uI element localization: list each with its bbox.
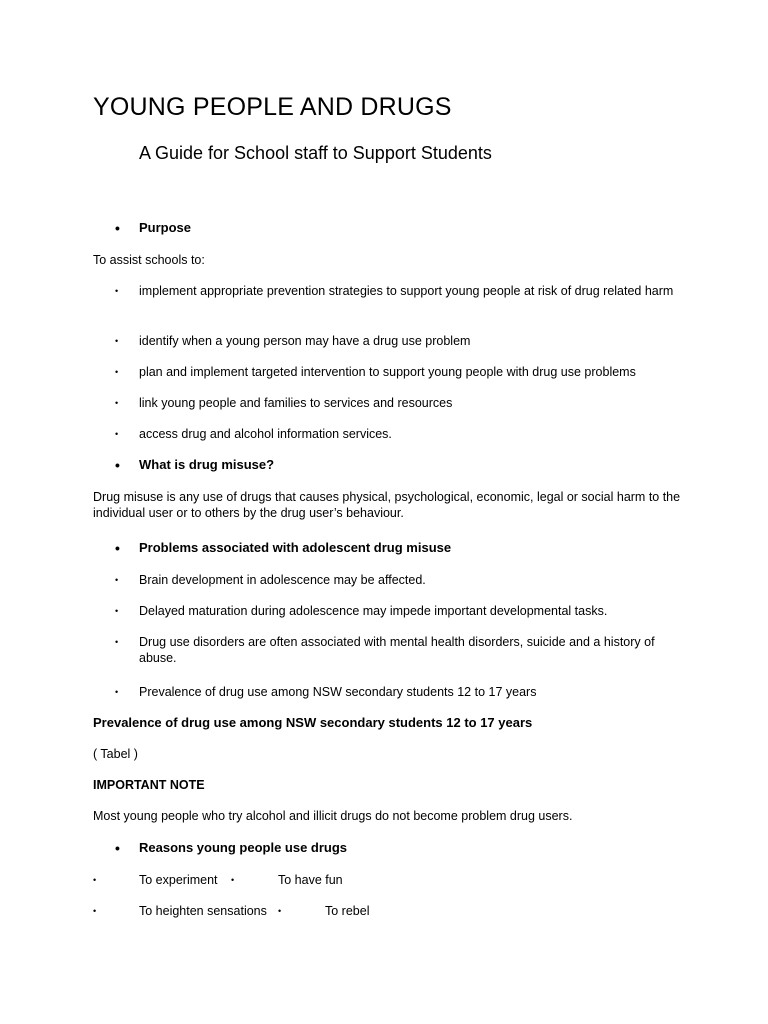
prevalence-heading: Prevalence of drug use among NSW secondary students 12 to 17 years	[93, 715, 533, 730]
bullet-icon: •	[278, 906, 282, 916]
problems-item: Brain development in adolescence may be affected.	[139, 573, 426, 587]
reason-item: To experiment	[139, 873, 218, 887]
bullet-icon: •	[115, 286, 119, 296]
document-title: YOUNG PEOPLE AND DRUGS	[93, 93, 452, 121]
bullet-icon: •	[115, 336, 119, 346]
bullet-icon: •	[115, 606, 119, 616]
bullet-icon: •	[231, 875, 235, 885]
reasons-heading: Reasons young people use drugs	[139, 840, 348, 855]
reason-item: To rebel	[325, 904, 370, 918]
bullet-icon: •	[115, 457, 120, 473]
bullet-icon: •	[93, 875, 97, 885]
bullet-icon: •	[93, 906, 97, 916]
problems-heading: Problems associated with adolescent drug misuse	[139, 540, 452, 555]
note-heading: IMPORTANT NOTE	[93, 778, 205, 792]
note-body: Most young people who try alcohol and illicit drugs do not become problem drug users.	[93, 809, 573, 823]
problems-item: Prevalence of drug use among NSW secondary students 12 to 17 years	[139, 685, 537, 699]
table-placeholder: ( Tabel )	[93, 747, 138, 761]
bullet-icon: •	[115, 637, 119, 647]
purpose-item: link young people and families to services and resources	[139, 396, 453, 410]
purpose-item: plan and implement targeted intervention to support young people with drug use problems	[139, 365, 636, 379]
bullet-icon: •	[115, 429, 119, 439]
purpose-heading: Purpose	[139, 220, 192, 235]
bullet-icon: •	[115, 687, 119, 697]
reason-item: To heighten sensations	[139, 904, 267, 918]
bullet-icon: •	[115, 220, 120, 236]
purpose-item: identify when a young person may have a drug use problem	[139, 334, 471, 348]
reason-item: To have fun	[278, 873, 343, 887]
purpose-item: implement appropriate prevention strategies to support young people at risk of drug related harm	[139, 284, 674, 298]
bullet-icon: •	[115, 367, 119, 377]
misuse-body: Drug misuse is any use of drugs that causes physical, psychological, economic, legal or social harm to the individual user or to others by the drug user’s behaviour.	[93, 490, 681, 520]
purpose-item: access drug and alcohol information services.	[139, 427, 392, 441]
bullet-icon: •	[115, 540, 120, 556]
problems-item: Drug use disorders are often associated with mental health disorders, suicide and a history of abuse.	[139, 635, 655, 665]
bullet-icon: •	[115, 398, 119, 408]
misuse-heading: What is drug misuse?	[139, 457, 275, 472]
bullet-icon: •	[115, 575, 119, 585]
purpose-intro: To assist schools to:	[93, 253, 205, 267]
problems-item: Delayed maturation during adolescence may impede important developmental tasks.	[139, 604, 608, 618]
document-subtitle: A Guide for School staff to Support Students	[139, 143, 492, 163]
bullet-icon: •	[115, 840, 120, 856]
